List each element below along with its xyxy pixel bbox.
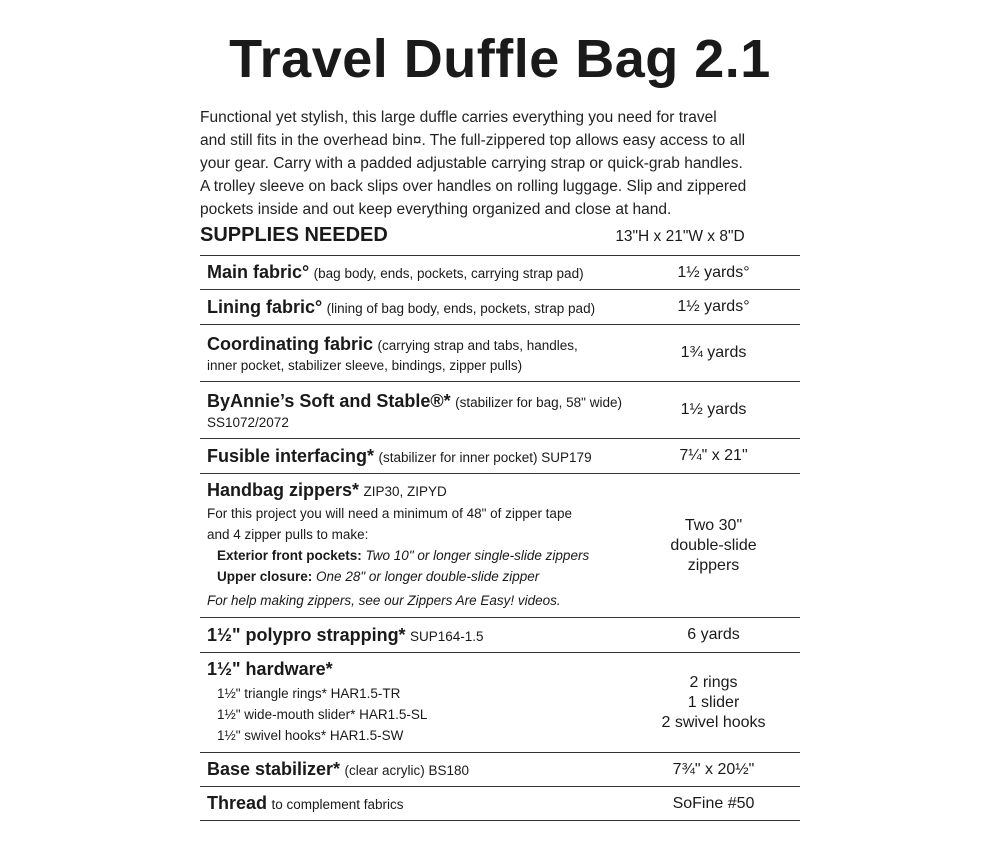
supply-name: Lining fabric° [207, 296, 323, 317]
supply-item [200, 325, 627, 382]
supply-name: Coordinating fabric [207, 333, 373, 354]
zipper-upper-text: One 28" or longer double-slide zipper [316, 569, 540, 584]
supply-qty: 1½ yards° [627, 256, 800, 290]
supplies-table [200, 255, 800, 821]
supply-item [200, 382, 627, 439]
supply-qty-line: 2 swivel hooks [661, 713, 766, 731]
hardware-item: 1½" swivel hooks* HAR1.5-SW [217, 728, 404, 743]
intro-line: A trolley sleeve on back slips over handles on rolling luggage. Slip and zippered [200, 178, 747, 195]
table-row [200, 618, 800, 653]
table-row [200, 290, 800, 325]
supply-item [200, 653, 627, 753]
table-row [200, 256, 800, 290]
supply-code: SUP164-1.5 [410, 628, 484, 644]
supply-desc: (lining of bag body, ends, pockets, strap pad) [326, 300, 596, 316]
supply-desc: (stabilizer for inner pocket) SUP179 [378, 449, 592, 465]
supply-qty: SoFine #50 [627, 787, 800, 821]
intro-line: pockets inside and out keep everything organized and close at hand. [200, 201, 672, 218]
supplies-header [200, 224, 800, 254]
supply-desc: (carrying strap and tabs, handles, [377, 337, 578, 353]
bag-dimensions: 13"H x 21"W x 8"D [615, 228, 745, 245]
intro-paragraph [200, 106, 800, 221]
supply-qty: 7¾" x 20½" [627, 753, 800, 787]
supply-desc-continued: inner pocket, stabilizer sleeve, bindings, zipper pulls) [207, 357, 523, 373]
supply-qty-line: Two 30" [684, 516, 743, 534]
supply-name: Handbag zippers* [207, 480, 360, 500]
supply-desc: (stabilizer for bag, 58" wide) [455, 394, 622, 410]
table-row [200, 474, 800, 618]
supply-code: ZIP30, ZIPYD [363, 484, 447, 499]
supply-name: Fusible interfacing* [207, 445, 375, 466]
supply-item [200, 439, 627, 474]
table-row [200, 753, 800, 787]
supply-qty: 7¼" x 21" [627, 439, 800, 474]
supply-name: 1½" polypro strapping* [207, 624, 406, 645]
table-row [200, 382, 800, 439]
table-row [200, 787, 800, 821]
supply-name: Base stabilizer* [207, 759, 341, 779]
intro-line: Functional yet stylish, this large duffle carries everything you need for travel [200, 109, 717, 126]
supply-qty: 1½ yards [627, 382, 800, 439]
zipper-upper-label: Upper closure: [217, 569, 313, 584]
supply-name: Thread [207, 793, 268, 813]
supply-item [200, 256, 627, 290]
zipper-note: and 4 zipper pulls to make: [207, 527, 369, 542]
supply-code: SS1072/2072 [207, 414, 289, 430]
zipper-exterior-text: Two 10" or longer single-slide zippers [365, 548, 590, 563]
supplies-heading: SUPPLIES NEEDED [200, 224, 388, 246]
table-row [200, 325, 800, 382]
supply-qty-line: double-slide [670, 536, 757, 554]
supply-name: Main fabric° [207, 262, 310, 282]
supply-item [200, 618, 627, 653]
supply-item [200, 290, 627, 325]
supply-desc: to complement fabrics [271, 797, 404, 812]
hardware-item: 1½" triangle rings* HAR1.5-TR [217, 686, 401, 701]
supply-desc: (bag body, ends, pockets, carrying strap pad) [313, 266, 584, 281]
supply-qty [627, 653, 800, 753]
table-row [200, 653, 800, 753]
supply-name: ByAnnie’s Soft and Stable®* [207, 390, 451, 411]
supply-qty: 1½ yards° [627, 290, 800, 325]
supply-qty-line: zippers [687, 556, 740, 574]
zipper-upper-closure [207, 566, 627, 587]
hardware-item: 1½" wide-mouth slider* HAR1.5-SL [217, 707, 428, 722]
supply-qty: 1¾ yards [627, 325, 800, 382]
zipper-exterior-label: Exterior front pockets: [217, 548, 362, 563]
supply-qty-line: 2 rings [689, 673, 738, 691]
supply-item [200, 474, 627, 618]
zipper-help: For help making zippers, see our Zippers Are Easy! videos. [207, 593, 561, 608]
page-title: Travel Duffle Bag 2.1 [229, 29, 771, 89]
supply-qty [627, 474, 800, 618]
supply-qty: 6 yards [627, 618, 800, 653]
table-row [200, 439, 800, 474]
supply-item [200, 753, 627, 787]
zipper-exterior-pockets [207, 545, 627, 566]
supply-name: 1½" hardware* [207, 659, 333, 679]
intro-line: and still fits in the overhead bin¤. The full-zippered top allows easy access to all [200, 132, 746, 149]
zipper-note: For this project you will need a minimum of 48" of zipper tape [207, 506, 572, 521]
supply-qty-line: 1 slider [687, 693, 740, 711]
supply-item [200, 787, 627, 821]
intro-line: your gear. Carry with a padded adjustable carrying strap or quick-grab handles. [200, 155, 743, 172]
supply-desc: (clear acrylic) BS180 [344, 763, 470, 778]
